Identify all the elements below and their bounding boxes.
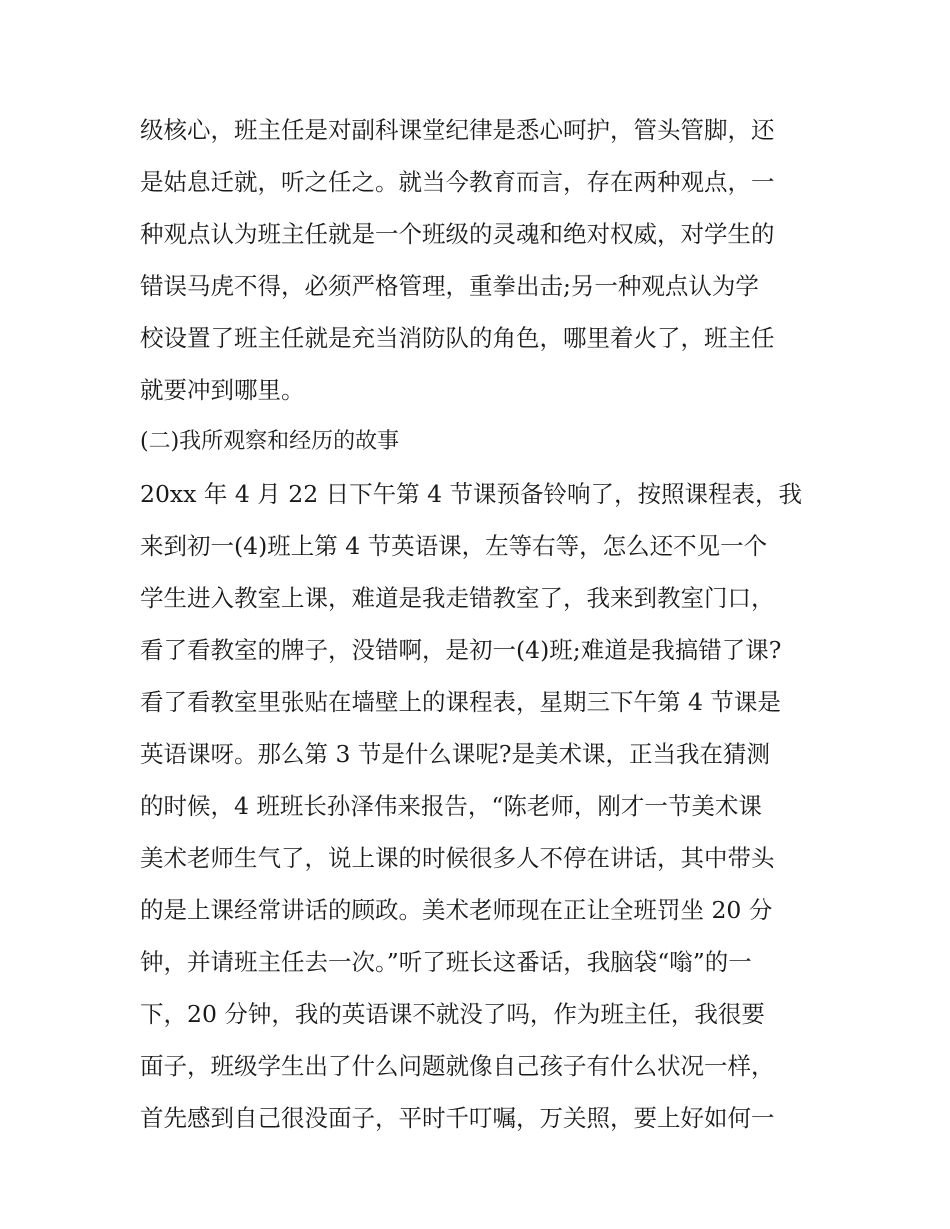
text-line: 钟，并请班主任去一次。”听了班长这番话，我脑袋“嗡”的一 [140, 948, 752, 976]
text-line: 种观点认为班主任就是一个班级的灵魂和绝对权威，对学生的 [140, 220, 775, 248]
text-line: 的时候，4 班班长孙泽伟来报告，“陈老师，刚才一节美术课 [140, 792, 762, 820]
text-line: 20xx 年 4 月 22 日下午第 4 节课预备铃响了，按照课程表，我 [140, 480, 803, 508]
section-heading: (二)我所观察和经历的故事 [140, 429, 400, 454]
text-line: 下，20 分钟，我的英语课不就没了吗，作为班主任，我很要 [140, 1000, 765, 1028]
text-line: 看了看教室的牌子，没错啊，是初一(4)班;难道是我搞错了课? [140, 636, 782, 664]
text-line: 看了看教室里张贴在墙壁上的课程表，星期三下午第 4 节课是 [140, 688, 781, 716]
text-line: 就要冲到哪里。 [140, 376, 305, 404]
text-line: 是姑息迁就，听之任之。就当今教育而言，存在两种观点，一 [140, 168, 775, 196]
text-line: 学生进入教室上课，难道是我走错教室了，我来到教室门口， [140, 584, 775, 612]
text-line: 美术老师生气了，说上课的时候很多人不停在讲话，其中带头 [140, 844, 775, 872]
text-line: 英语课呀。那么第 3 节是什么课呢?是美术课，正当我在猜测 [140, 740, 770, 768]
text-line: 来到初一(4)班上第 4 节英语课，左等右等，怎么还不见一个 [140, 532, 768, 560]
text-line: 错误马虎不得，必须严格管理，重拳出击;另一种观点认为学 [140, 272, 759, 300]
text-line: 级核心，班主任是对副科课堂纪律是悉心呵护，管头管脚，还 [140, 116, 775, 144]
text-line: 校设置了班主任就是充当消防队的角色，哪里着火了，班主任 [140, 324, 775, 352]
text-line: 首先感到自己很没面子，平时千叮嘱，万关照，要上好如何一 [140, 1104, 775, 1132]
body-text [140, 104, 820, 1144]
text-line: 面子，班级学生出了什么问题就像自己孩子有什么状况一样， [140, 1052, 775, 1080]
text-line: 的是上课经常讲话的顾政。美术老师现在正让全班罚坐 20 分 [140, 896, 773, 924]
